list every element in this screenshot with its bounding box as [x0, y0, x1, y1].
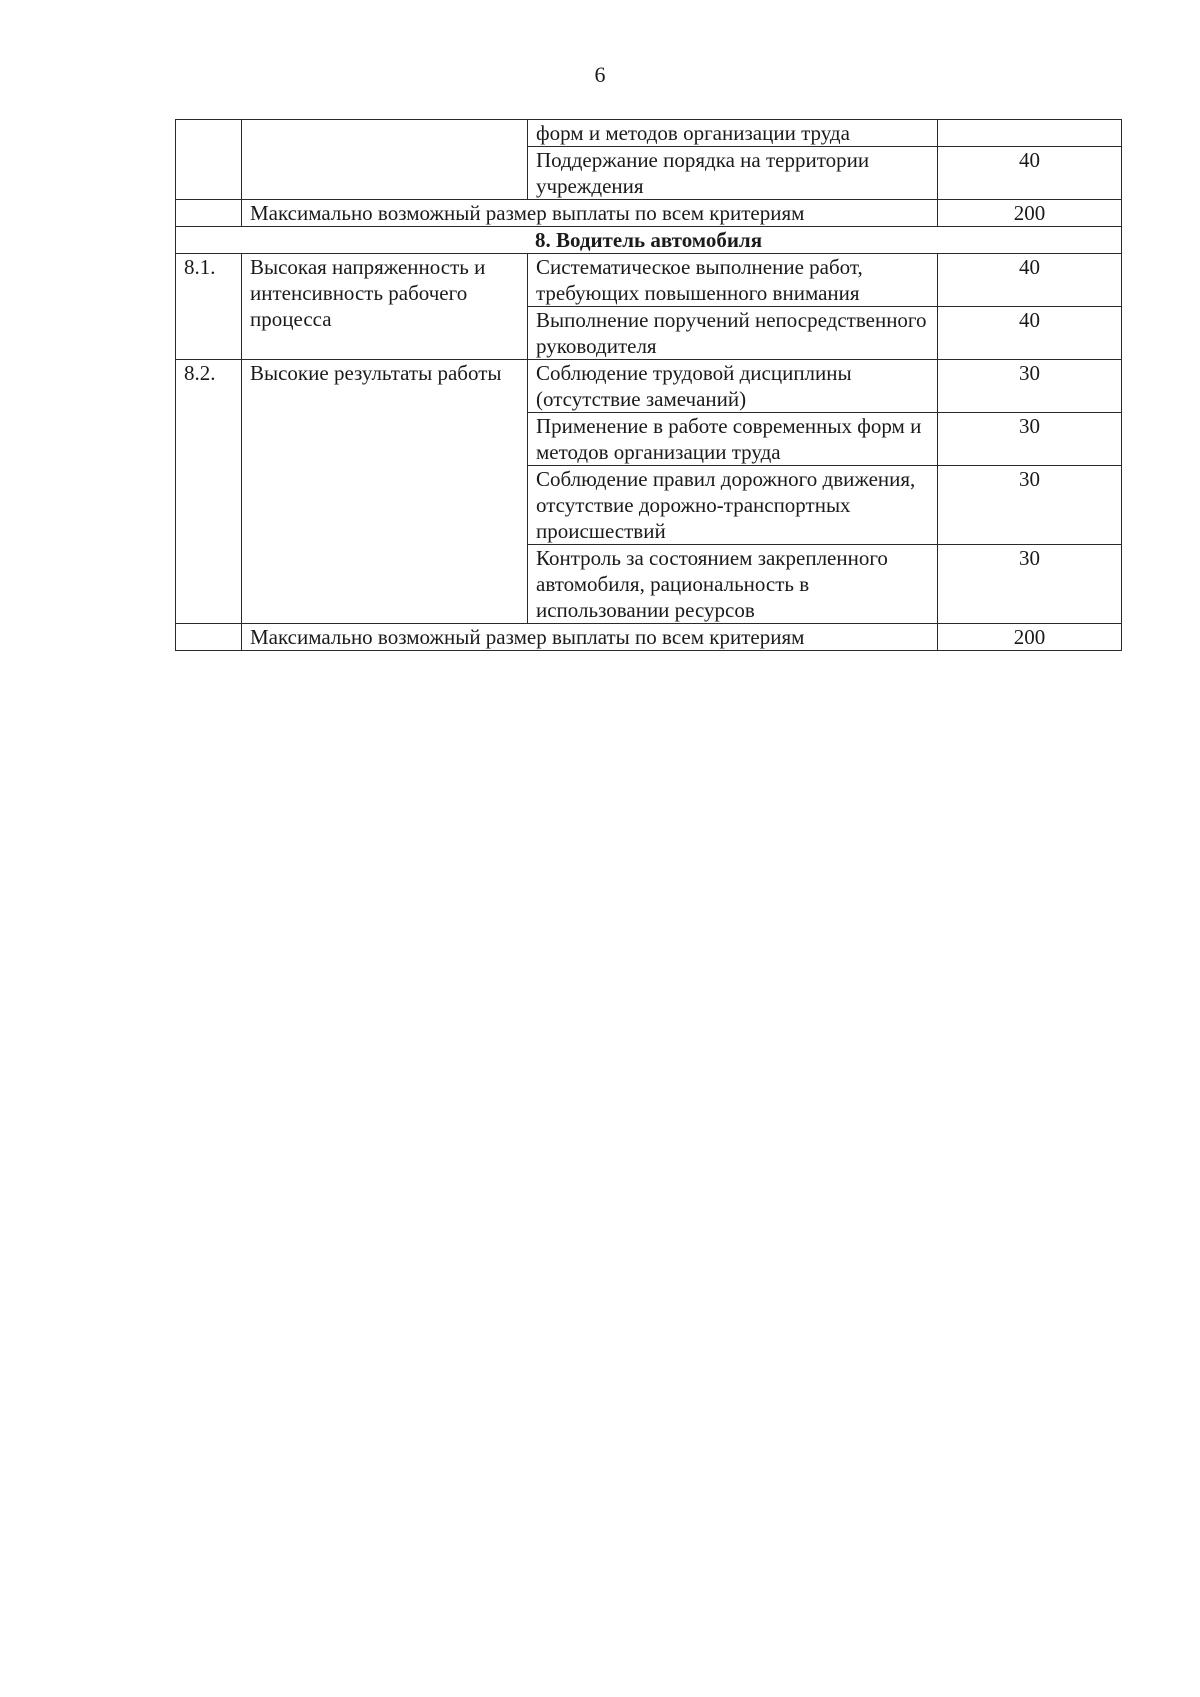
indicator-cell: Соблюдение правил дорожного движения, отсутствие дорожно-транспортных происшествий — [528, 466, 938, 545]
num-cell — [176, 200, 242, 227]
table-row — [176, 360, 1122, 413]
num-cell — [176, 624, 242, 651]
criteria-table — [175, 119, 1122, 651]
total-value: 200 — [938, 624, 1122, 651]
num-cell — [176, 120, 242, 200]
indicator-cell: Поддержание порядка на территории учреждения — [528, 147, 938, 200]
value-cell: 40 — [938, 147, 1122, 200]
criterion-cell: Высокие результаты работы — [242, 360, 528, 624]
indicator-cell: форм и методов организации труда — [528, 120, 938, 147]
value-cell: 40 — [938, 254, 1122, 307]
total-value: 200 — [938, 200, 1122, 227]
indicator-cell: Выполнение поручений непосредственного руководителя — [528, 307, 938, 360]
section-header-row — [176, 227, 1122, 254]
num-cell: 8.1. — [176, 254, 242, 360]
section-title: 8. Водитель автомобиля — [176, 227, 1122, 254]
value-cell: 40 — [938, 307, 1122, 360]
total-label: Максимально возможный размер выплаты по всем критериям — [242, 200, 938, 227]
indicator-cell: Соблюдение трудовой дисциплины (отсутствие замечаний) — [528, 360, 938, 413]
value-cell — [938, 120, 1122, 147]
total-row — [176, 624, 1122, 651]
total-row — [176, 200, 1122, 227]
value-cell: 30 — [938, 360, 1122, 413]
criterion-cell: Высокая напряженность и интенсивность рабочего процесса — [242, 254, 528, 360]
criterion-cell — [242, 120, 528, 200]
indicator-cell: Контроль за состоянием закрепленного автомобиля, рациональность в использовании ресурсов — [528, 545, 938, 624]
value-cell: 30 — [938, 413, 1122, 466]
value-cell: 30 — [938, 545, 1122, 624]
indicator-cell: Применение в работе современных форм и методов организации труда — [528, 413, 938, 466]
num-cell: 8.2. — [176, 360, 242, 624]
table-row — [176, 120, 1122, 147]
total-label: Максимально возможный размер выплаты по всем критериям — [242, 624, 938, 651]
table-row — [176, 254, 1122, 307]
page-number: 6 — [594, 62, 606, 87]
value-cell: 30 — [938, 466, 1122, 545]
indicator-cell: Систематическое выполнение работ, требующих повышенного внимания — [528, 254, 938, 307]
